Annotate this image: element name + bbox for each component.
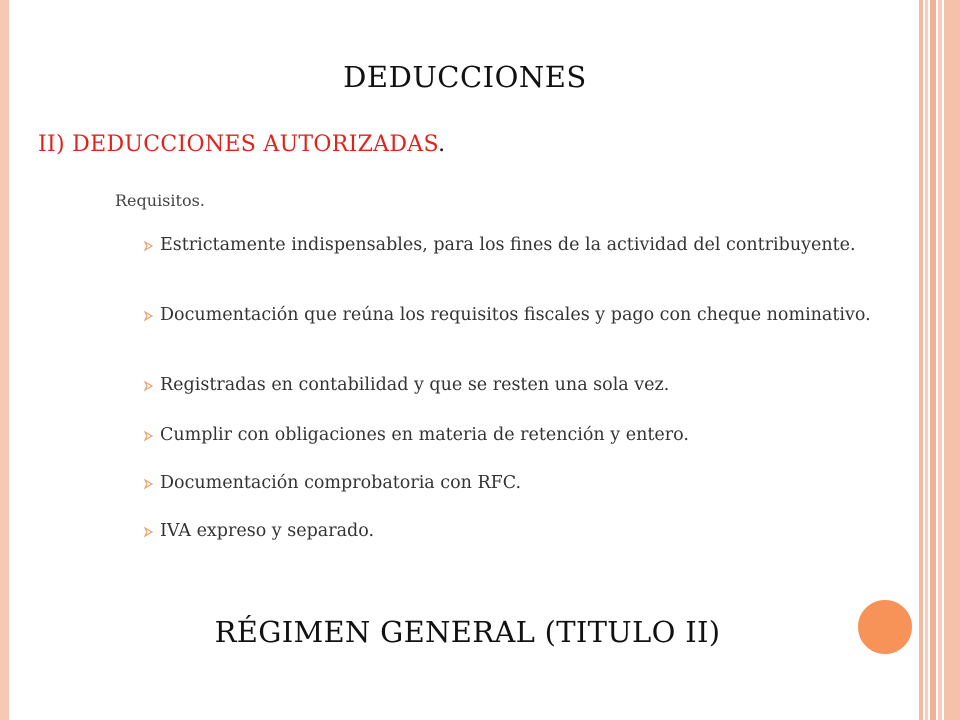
list-item [143,474,521,493]
chevron-arrow-icon [143,310,155,322]
bullet-text: Estrictamente indispensables, para los fines de la actividad del contribuyente. [160,235,856,255]
chevron-arrow-icon [143,478,155,490]
slide-footer-title: RÉGIMEN GENERAL (TITULO II) [214,615,721,649]
list-item [143,306,871,325]
bullet-text: Cumplir con obligaciones en materia de retención y entero. [160,425,689,445]
chevron-arrow-icon [143,430,155,442]
list-item [143,522,374,541]
chevron-arrow-icon [143,526,155,538]
bullet-text: Documentación que reúna los requisitos fiscales y pago con cheque nominativo. [160,305,871,325]
right-stripe [925,0,928,720]
slide-title: DEDUCCIONES [343,60,587,94]
bullet-text: IVA expreso y separado. [160,521,375,541]
right-stripe [919,0,923,720]
bullet-text: Documentación comprobatoria con RFC. [160,473,522,493]
subtitle-period: . [438,132,446,157]
list-item [143,376,669,395]
bullet-text: Registradas en contabilidad y que se resten una sola vez. [160,375,670,395]
chevron-arrow-icon [143,240,155,252]
right-stripe [938,0,942,720]
requirements-label: Requisitos. [115,191,205,210]
chevron-arrow-icon [143,380,155,392]
subtitle-text: II) DEDUCCIONES AUTORIZADAS [38,132,439,157]
left-border [0,0,9,720]
list-item [143,426,689,445]
section-subtitle [38,132,445,157]
list-item [143,236,856,255]
right-stripe [930,0,936,720]
right-stripe [944,0,960,720]
